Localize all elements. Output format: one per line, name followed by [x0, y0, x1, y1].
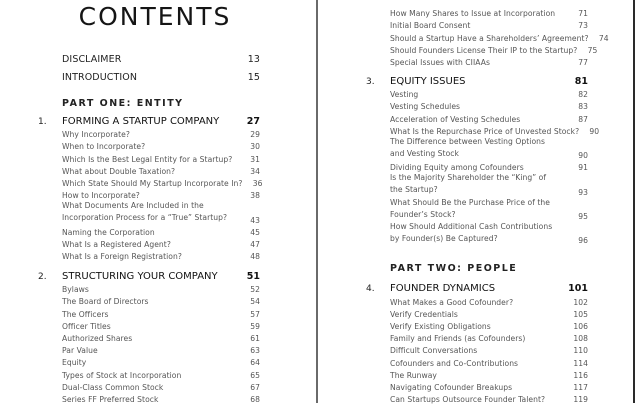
- toc-section[interactable]: [378, 55, 588, 67]
- section-label: Dual-Class Common Stock: [62, 382, 164, 392]
- section-page: 82: [578, 90, 588, 100]
- toc-section[interactable]: [50, 319, 260, 331]
- section-label: How to Incorporate?: [62, 191, 140, 201]
- chapter-label: FOUNDER DYNAMICS: [390, 283, 496, 295]
- toc-section[interactable]: [378, 172, 588, 196]
- toc-section[interactable]: [50, 225, 260, 237]
- chapter-number: 1.: [38, 117, 47, 127]
- section-label: Authorized Shares: [62, 334, 133, 344]
- section-page: 91: [578, 163, 588, 173]
- toc-section[interactable]: [378, 368, 588, 380]
- toc-section[interactable]: [50, 343, 260, 355]
- part-heading: PART ONE: ENTITY: [62, 98, 184, 109]
- chapter-page: 101: [568, 283, 588, 295]
- toc-section[interactable]: [378, 307, 588, 319]
- section-page: 106: [573, 322, 588, 331]
- toc-section[interactable]: [378, 355, 588, 367]
- section-label: Special Issues with CIIAAs: [390, 57, 490, 67]
- section-page: 71: [578, 9, 588, 19]
- toc-section[interactable]: [50, 392, 260, 404]
- chapter-number: 3.: [366, 76, 375, 87]
- toc-section[interactable]: [50, 306, 260, 318]
- toc-entry-disclaimer[interactable]: [50, 47, 260, 65]
- section-page: 57: [250, 309, 260, 319]
- section-page: 54: [250, 297, 260, 307]
- section-page: 114: [573, 358, 588, 368]
- section-label: Acceleration of Vesting Schedules: [390, 114, 521, 124]
- section-page: 45: [250, 227, 260, 237]
- section-label: Naming the Corporation: [62, 227, 155, 237]
- section-page: 64: [250, 358, 260, 368]
- section-page: 61: [250, 334, 260, 344]
- toc-section[interactable]: [378, 380, 588, 392]
- toc-section[interactable]: [50, 176, 263, 188]
- section-page: 74: [598, 33, 609, 43]
- section-label: Vesting: [390, 90, 419, 100]
- section-page: 65: [250, 370, 260, 380]
- toc-section[interactable]: [50, 282, 260, 294]
- section-page: 96: [578, 236, 588, 246]
- section-label: Is the Majority Shareholder the “King” of the Startup?: [390, 173, 547, 195]
- toc-section[interactable]: [378, 18, 588, 30]
- toc-section[interactable]: [50, 380, 260, 392]
- section-page: 59: [250, 321, 260, 331]
- section-label: The Runway: [390, 370, 437, 380]
- toc-section[interactable]: [378, 111, 588, 123]
- section-page: 43: [250, 215, 260, 225]
- section-label: What Documents Are Included in the Incorporation Process for a “True” Startup?: [62, 201, 228, 223]
- section-label: Which Is the Best Legal Entity for a Startup?: [62, 154, 233, 164]
- toc-section[interactable]: [378, 136, 588, 160]
- section-page: 93: [578, 187, 588, 197]
- section-page: 75: [587, 45, 598, 55]
- chapter-number: 4.: [366, 284, 375, 295]
- section-page: 68: [250, 394, 260, 404]
- chapter-heading[interactable]: [366, 72, 588, 87]
- section-page: 87: [578, 114, 588, 124]
- section-label: How Should Additional Cash Contributions by Founder(s) Be Captured?: [390, 222, 553, 244]
- toc-section[interactable]: [378, 6, 588, 18]
- toc-section[interactable]: [378, 392, 588, 404]
- section-page: 83: [578, 102, 588, 112]
- section-label: Verify Credentials: [390, 309, 458, 319]
- section-label: Equity: [62, 358, 87, 368]
- toc-section[interactable]: [378, 124, 600, 136]
- section-page: 36: [252, 178, 263, 188]
- right-page: [316, 0, 635, 403]
- chapter-page: 27: [246, 116, 260, 127]
- section-label: What Is a Foreign Registration?: [62, 252, 182, 262]
- section-label: How Many Shares to Issue at Incorporation: [390, 9, 556, 19]
- section-label: Officer Titles: [62, 321, 111, 331]
- section-label: Difficult Conversations: [390, 346, 478, 356]
- section-page: 31: [250, 154, 260, 164]
- section-label: Vesting Schedules: [390, 102, 461, 112]
- section-page: 110: [573, 346, 588, 356]
- chapter-label: EQUITY ISSUES: [390, 75, 466, 87]
- toc-section[interactable]: [50, 151, 260, 163]
- toc-section[interactable]: [50, 139, 260, 151]
- chapter-heading[interactable]: [38, 267, 260, 283]
- left-toc: [38, 47, 263, 404]
- toc-section[interactable]: [378, 319, 588, 331]
- section-label: What Is a Registered Agent?: [62, 239, 171, 249]
- section-label: Which State Should My Startup Incorporate In?: [62, 178, 243, 188]
- section-label: Verify Existing Obligations: [390, 322, 491, 331]
- section-page: 52: [250, 285, 260, 295]
- section-label: Cofounders and Co-Contributions: [390, 358, 519, 368]
- section-label: Family and Friends (as Cofounders): [390, 334, 526, 344]
- section-label: Can Startups Outsource Founder Talent?: [390, 395, 546, 404]
- entry-page: 15: [247, 72, 260, 83]
- section-label: Navigating Cofounder Breakups: [390, 382, 513, 392]
- toc-section[interactable]: [378, 160, 588, 172]
- section-label: Types of Stock at Incorporation: [62, 370, 182, 380]
- section-page: 95: [578, 212, 588, 222]
- chapter-label: STRUCTURING YOUR COMPANY: [62, 271, 218, 283]
- entry-label: INTRODUCTION: [62, 72, 138, 83]
- section-page: 38: [250, 191, 260, 201]
- toc-section[interactable]: [50, 355, 260, 367]
- section-page: 77: [578, 57, 588, 67]
- entry-label: DISCLAIMER: [62, 54, 122, 65]
- toc-section[interactable]: [378, 87, 588, 99]
- toc-section[interactable]: [378, 331, 588, 343]
- toc-section[interactable]: [378, 43, 598, 55]
- toc-section[interactable]: [50, 200, 260, 224]
- toc-section[interactable]: [378, 197, 588, 221]
- section-label: Series FF Preferred Stock: [62, 394, 159, 404]
- section-label: Initial Board Consent: [390, 21, 471, 31]
- section-page: 90: [578, 151, 588, 161]
- section-page: 117: [573, 382, 588, 392]
- section-label: The Difference between Vesting Options and Vesting Stock: [390, 136, 546, 158]
- right-toc: [366, 6, 609, 404]
- section-page: 29: [250, 130, 260, 140]
- toc-section[interactable]: [378, 221, 588, 245]
- section-page: 102: [573, 297, 588, 307]
- section-page: 34: [250, 166, 260, 176]
- chapter-heading[interactable]: [366, 279, 588, 295]
- toc-section[interactable]: [50, 331, 260, 343]
- toc-section[interactable]: [50, 367, 260, 379]
- section-page: 105: [573, 309, 588, 319]
- section-label: When to Incorporate?: [62, 142, 146, 152]
- section-label: What Makes a Good Cofounder?: [390, 297, 514, 307]
- section-label: Why Incorporate?: [62, 130, 130, 140]
- toc-section[interactable]: [50, 188, 260, 200]
- section-page: 67: [250, 382, 260, 392]
- section-label: Should a Startup Have a Shareholders’ Agreement?: [390, 33, 589, 43]
- chapter-label: FORMING A STARTUP COMPANY: [62, 116, 220, 127]
- section-page: 30: [250, 142, 260, 152]
- section-label: What about Double Taxation?: [62, 166, 176, 176]
- section-page: 48: [250, 252, 260, 262]
- chapter-heading[interactable]: [38, 112, 260, 127]
- section-page: 63: [250, 346, 260, 356]
- section-page: 47: [250, 239, 260, 249]
- chapter-page: 51: [246, 271, 260, 283]
- contents-title: CONTENTS: [78, 2, 232, 31]
- section-label: Dividing Equity among Cofounders: [390, 163, 524, 173]
- entry-page: 13: [247, 54, 260, 65]
- chapter-page: 81: [574, 75, 588, 87]
- section-page: 108: [573, 334, 588, 344]
- part-heading: PART TWO: PEOPLE: [390, 263, 518, 275]
- section-label: What Should Be the Purchase Price of the Founder’s Stock?: [390, 197, 551, 219]
- section-page: 116: [573, 370, 588, 380]
- left-page: [0, 0, 316, 403]
- toc-section[interactable]: [378, 294, 588, 306]
- section-label: Should Founders License Their IP to the Startup?: [390, 45, 578, 55]
- section-label: What Is the Repurchase Price of Unvested Stock?: [390, 126, 580, 136]
- section-label: Par Value: [62, 346, 98, 356]
- chapter-number: 2.: [38, 272, 47, 283]
- toc-section[interactable]: [50, 294, 260, 306]
- section-label: The Board of Directors: [62, 297, 149, 307]
- section-page: 73: [578, 21, 588, 31]
- toc-section[interactable]: [50, 249, 260, 261]
- section-page: 119: [573, 395, 588, 404]
- toc-section[interactable]: [50, 164, 260, 176]
- section-label: The Officers: [62, 309, 109, 319]
- section-label: Bylaws: [62, 285, 89, 295]
- toc-entry-introduction[interactable]: [50, 65, 260, 83]
- toc-section[interactable]: [50, 237, 260, 249]
- toc-section[interactable]: [378, 99, 588, 111]
- section-page: 90: [589, 126, 600, 136]
- toc-section[interactable]: [378, 343, 588, 355]
- toc-section[interactable]: [378, 30, 609, 43]
- toc-section[interactable]: [50, 127, 260, 139]
